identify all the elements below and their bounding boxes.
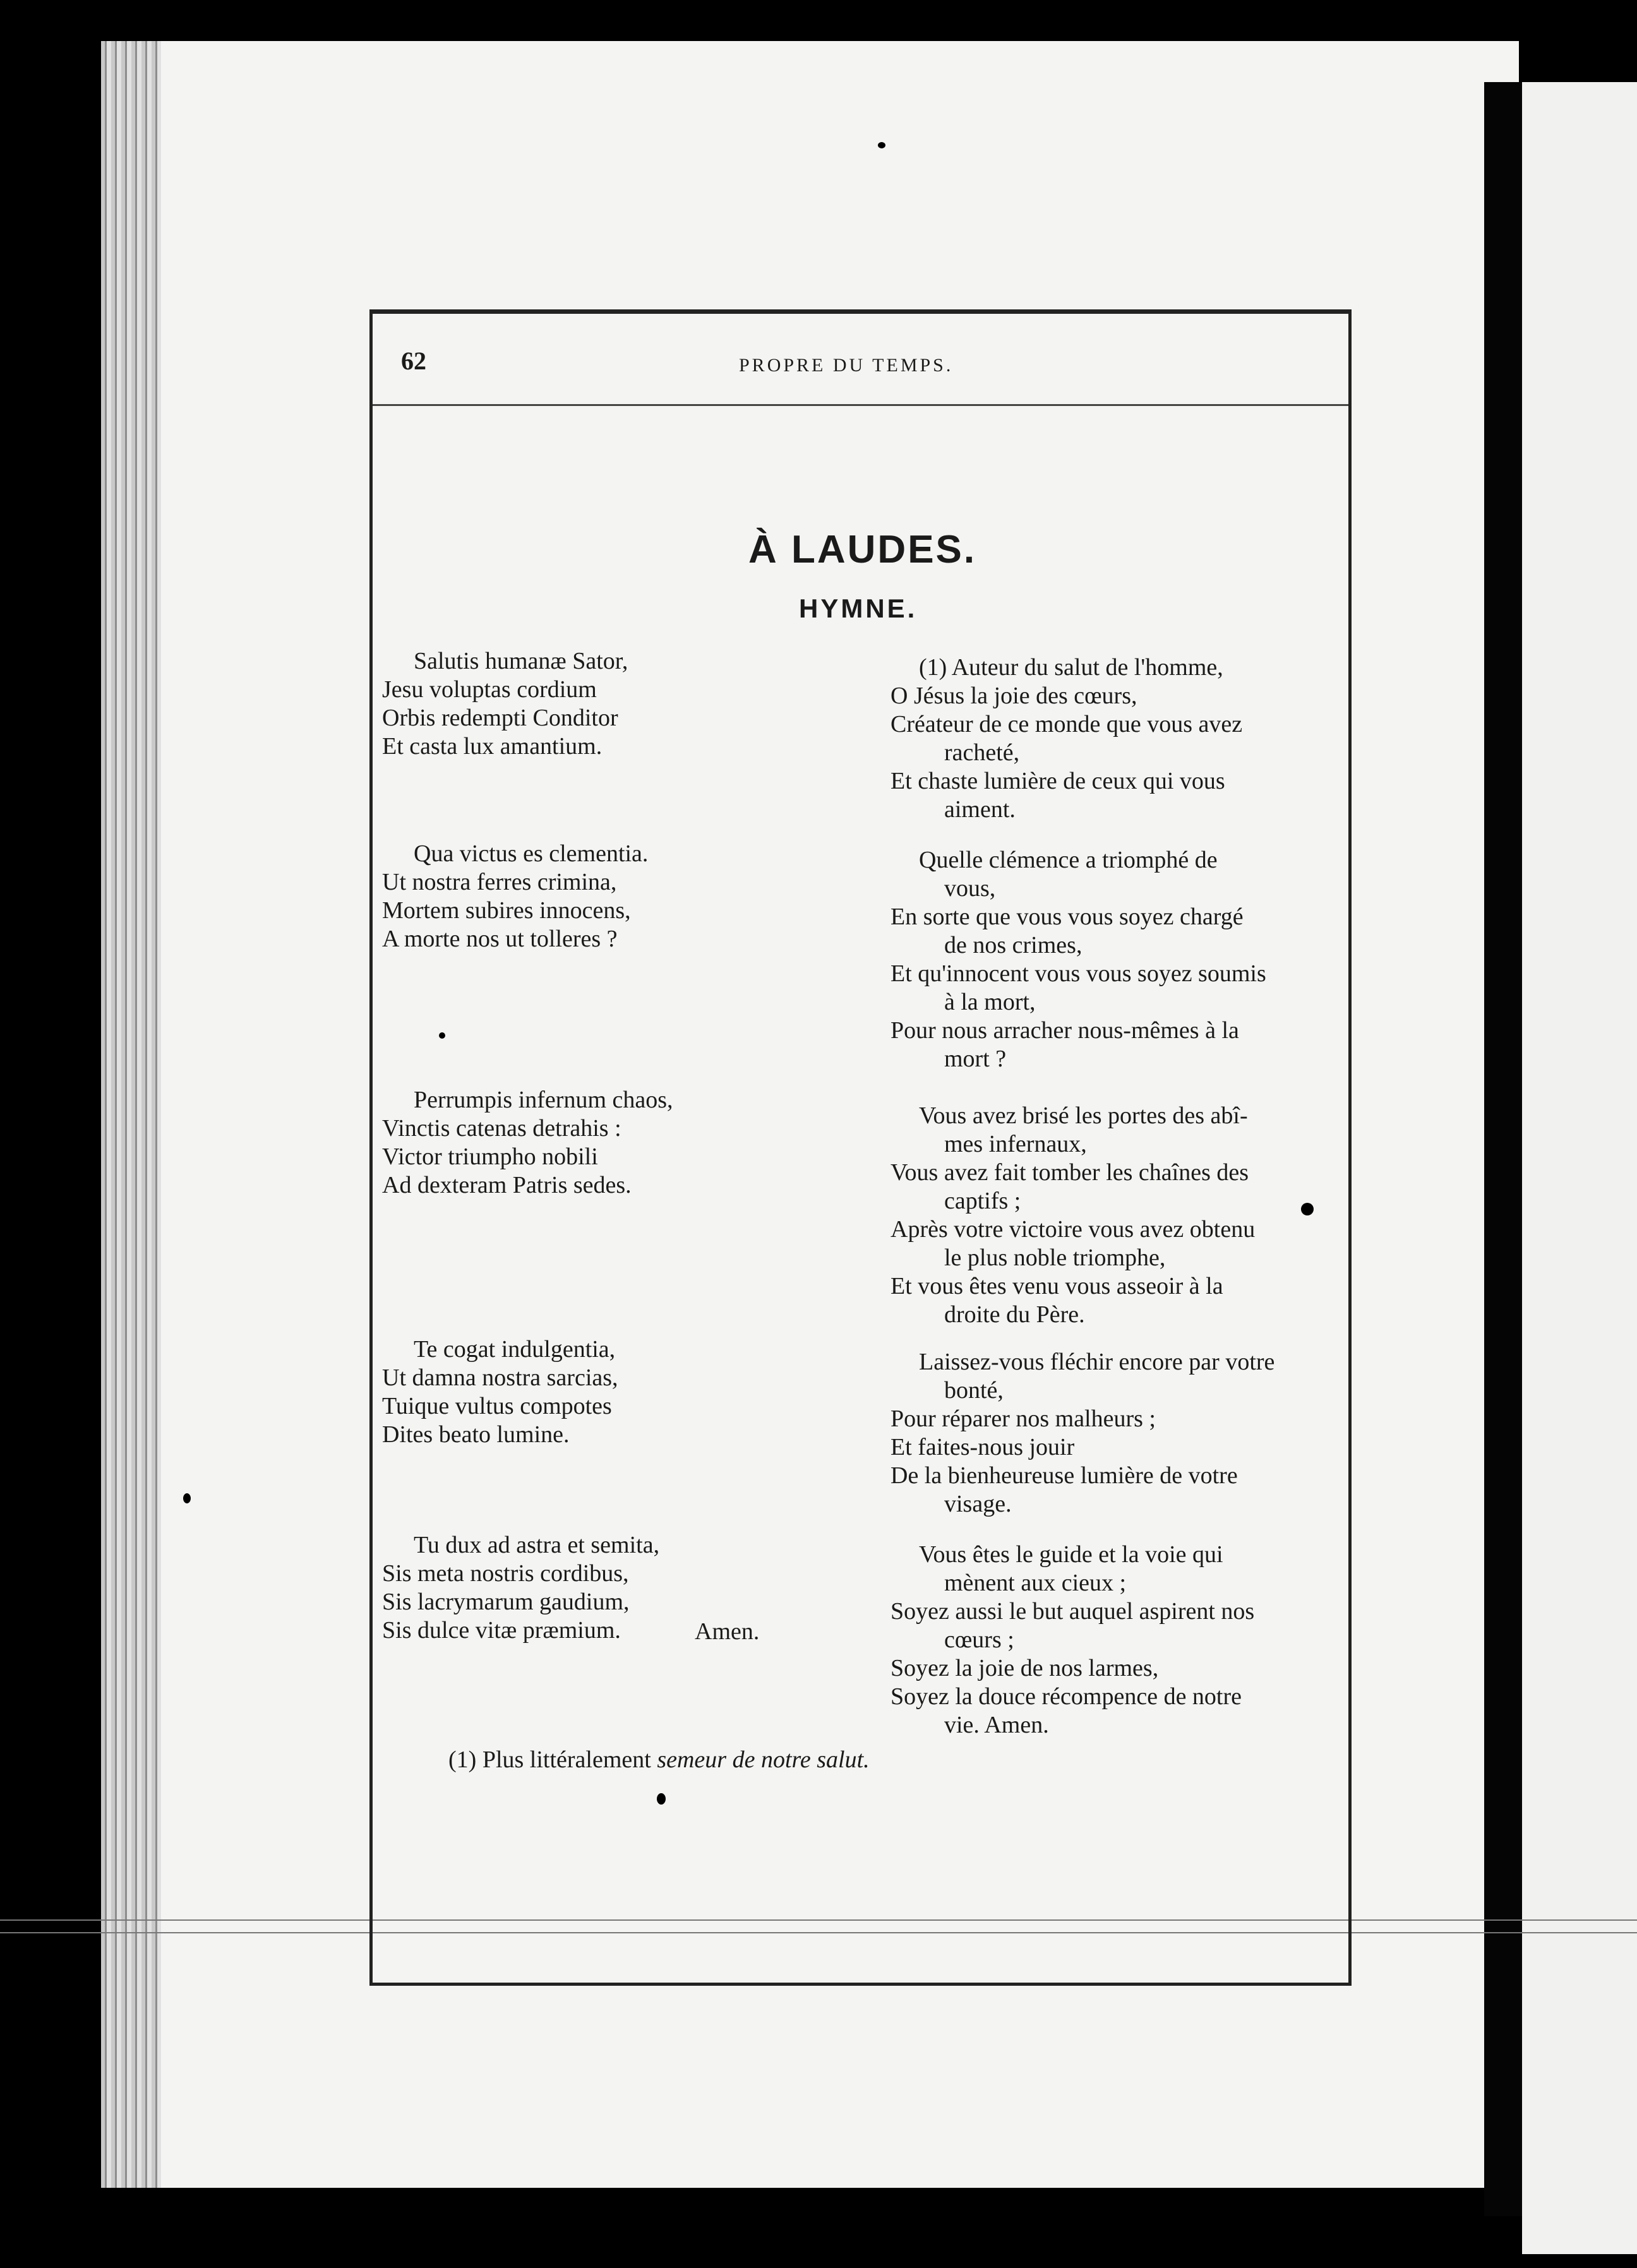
french-line: vie. Amen. bbox=[944, 1712, 1049, 1738]
latin-line: Sis dulce vitæ præmium. bbox=[382, 1617, 621, 1644]
header-rule bbox=[373, 404, 1348, 406]
latin-line: Tuique vultus compotes bbox=[382, 1393, 612, 1419]
french-line: droite du Père. bbox=[944, 1301, 1085, 1328]
french-line: Vous avez brisé les portes des abî- bbox=[919, 1102, 1248, 1129]
footnote-text: Plus littéralement bbox=[482, 1746, 651, 1773]
french-line: Soyez la joie de nos larmes, bbox=[890, 1655, 1159, 1681]
latin-amen: Amen. bbox=[695, 1618, 760, 1645]
french-line: Laissez-vous fléchir encore par votre bbox=[919, 1349, 1275, 1375]
binding-shadow bbox=[1484, 82, 1522, 2216]
latin-line: Tu dux ad astra et semita, bbox=[414, 1532, 660, 1558]
latin-stanza bbox=[382, 1086, 786, 1200]
book-page-edges bbox=[101, 41, 171, 2188]
french-line: mes infernaux, bbox=[944, 1131, 1087, 1157]
footnote bbox=[448, 1746, 870, 1774]
ink-speck bbox=[183, 1493, 191, 1503]
french-line: cœurs ; bbox=[944, 1626, 1014, 1653]
french-line: Soyez la douce récompence de notre bbox=[890, 1683, 1242, 1710]
latin-line: Ad dexteram Patris sedes. bbox=[382, 1172, 632, 1198]
french-line: Vous êtes le guide et la voie qui bbox=[919, 1541, 1223, 1568]
french-stanza bbox=[890, 846, 1342, 1073]
french-line: de nos crimes, bbox=[944, 932, 1082, 958]
latin-line: Orbis redempti Conditor bbox=[382, 705, 618, 731]
latin-stanza bbox=[382, 1335, 786, 1449]
footnote-marker: (1) bbox=[448, 1746, 477, 1773]
french-line: Pour réparer nos malheurs ; bbox=[890, 1406, 1156, 1432]
french-line: mènent aux cieux ; bbox=[944, 1570, 1127, 1596]
french-line: le plus noble triomphe, bbox=[944, 1244, 1166, 1271]
french-stanza bbox=[890, 1102, 1342, 1329]
french-line: Créateur de ce monde que vous avez bbox=[890, 711, 1243, 737]
latin-line: Et casta lux amantium. bbox=[382, 733, 603, 760]
latin-line: A morte nos ut tolleres ? bbox=[382, 926, 618, 952]
latin-line: Perrumpis infernum chaos, bbox=[414, 1087, 673, 1113]
french-line: visage. bbox=[944, 1491, 1012, 1517]
french-line: Et faites-nous jouir bbox=[890, 1434, 1075, 1460]
latin-line: Salutis humanæ Sator, bbox=[414, 648, 628, 674]
french-line: vous, bbox=[944, 875, 996, 902]
french-line: Soyez aussi le but auquel aspirent nos bbox=[890, 1598, 1255, 1625]
latin-line: Dites beato lumine. bbox=[382, 1421, 570, 1448]
latin-line: Victor triumpho nobili bbox=[382, 1143, 598, 1170]
latin-stanza bbox=[382, 840, 786, 953]
running-head: PROPRE DU TEMPS. bbox=[739, 355, 954, 376]
french-line: Et vous êtes venu vous asseoir à la bbox=[890, 1273, 1223, 1299]
french-line: O Jésus la joie des cœurs, bbox=[890, 683, 1137, 709]
footnote-italic: semeur de notre salut. bbox=[657, 1746, 870, 1773]
page-number: 62 bbox=[401, 347, 426, 375]
french-line: Vous avez fait tomber les chaînes des bbox=[890, 1159, 1249, 1186]
french-line: bonté, bbox=[944, 1377, 1004, 1404]
french-line: à la mort, bbox=[944, 989, 1036, 1015]
latin-stanza bbox=[382, 647, 786, 761]
latin-line: Jesu voluptas cordium bbox=[382, 676, 597, 703]
section-subtitle: HYMNE. bbox=[799, 594, 918, 623]
facing-page-edge bbox=[1522, 82, 1637, 2254]
ink-speck bbox=[1301, 1203, 1314, 1215]
ink-speck bbox=[439, 1032, 445, 1039]
latin-line: Qua victus es clementia. bbox=[414, 840, 649, 867]
ink-speck bbox=[657, 1793, 666, 1805]
french-line: Quelle clémence a triomphé de bbox=[919, 847, 1218, 873]
latin-line: Sis lacrymarum gaudium, bbox=[382, 1589, 630, 1615]
french-line: En sorte que vous vous soyez chargé bbox=[890, 904, 1244, 930]
french-line: aiment. bbox=[944, 796, 1016, 823]
french-line: Après votre victoire vous avez obtenu bbox=[890, 1216, 1256, 1243]
french-line: (1) Auteur du salut de l'homme, bbox=[919, 654, 1223, 681]
french-stanza bbox=[890, 1348, 1342, 1519]
latin-line: Te cogat indulgentia, bbox=[414, 1336, 616, 1363]
french-line: captifs ; bbox=[944, 1188, 1021, 1214]
latin-line: Ut damna nostra sarcias, bbox=[382, 1364, 618, 1391]
french-line: racheté, bbox=[944, 739, 1020, 766]
french-line: mort ? bbox=[944, 1046, 1007, 1072]
french-line: De la bienheureuse lumière de votre bbox=[890, 1462, 1238, 1489]
section-title: À LAUDES. bbox=[748, 528, 977, 571]
latin-line: Sis meta nostris cordibus, bbox=[382, 1560, 629, 1587]
latin-line: Mortem subires innocens, bbox=[382, 897, 631, 924]
french-line: Et chaste lumière de ceux qui vous bbox=[890, 768, 1225, 794]
french-stanza bbox=[890, 1541, 1342, 1740]
ink-speck bbox=[878, 142, 885, 148]
latin-line: Vinctis catenas detrahis : bbox=[382, 1115, 621, 1142]
french-stanza bbox=[890, 654, 1342, 824]
latin-line: Ut nostra ferres crimina, bbox=[382, 869, 617, 895]
french-line: Et qu'innocent vous vous soyez soumis bbox=[890, 960, 1266, 987]
french-line: Pour nous arracher nous-mêmes à la bbox=[890, 1017, 1239, 1044]
